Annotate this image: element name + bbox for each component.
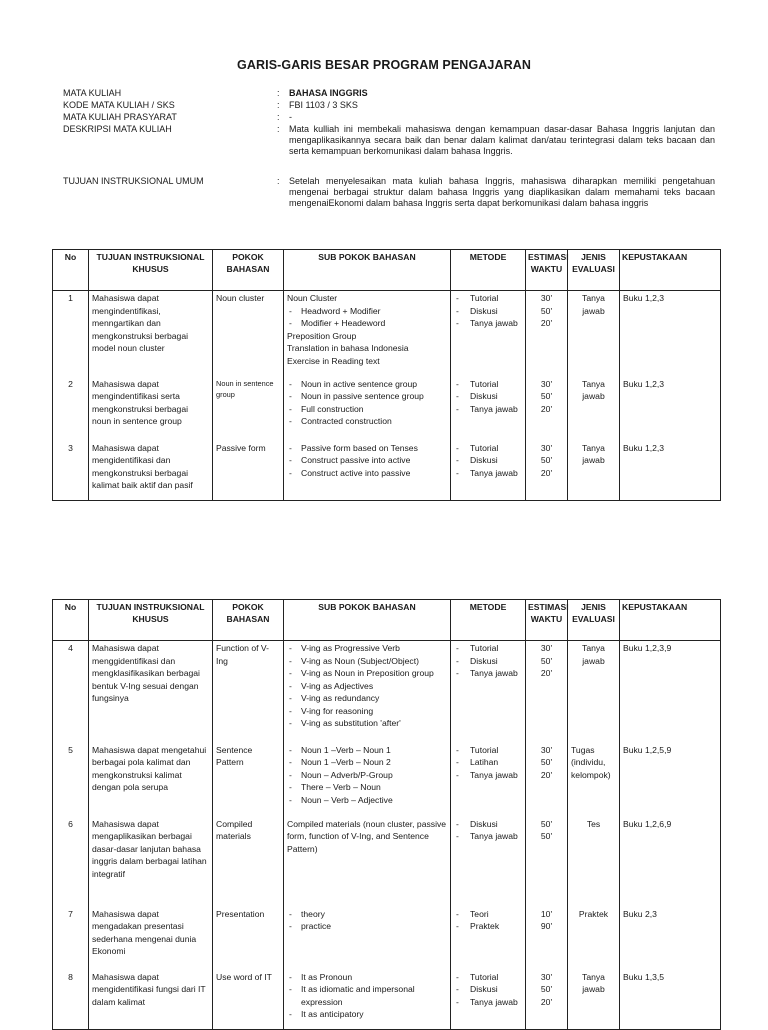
cell-estimasi bbox=[526, 641, 568, 743]
bullet-list bbox=[287, 717, 447, 730]
cell-no: 5 bbox=[53, 743, 89, 817]
cell-tujuan: Mahasiswa dapat menggidentifikasi dan mengklasifikasikan berbagai bentuk V-Ing sesuai dengan fungsinya bbox=[89, 641, 213, 743]
bullet-list bbox=[287, 920, 447, 933]
metode-list bbox=[454, 442, 522, 480]
header-kepustakaan: KEPUSTAKAAN bbox=[620, 600, 721, 641]
cell-pokok: Compiled materials bbox=[213, 817, 284, 907]
waktu-item: 20' bbox=[540, 318, 553, 328]
metode-item: - Tutorial bbox=[454, 642, 522, 655]
sub-pokok-item: - Noun – Adverb/P-Group bbox=[287, 769, 447, 782]
header-pokok: POKOK BAHASAN bbox=[213, 600, 284, 641]
sub-pokok-item: - Noun 1 –Verb – Noun 1 bbox=[287, 744, 447, 757]
info-value: BAHASA INGGRIS bbox=[289, 88, 368, 98]
cell-jenis-evaluasi: Praktek bbox=[568, 907, 620, 970]
cell-estimasi bbox=[526, 907, 568, 970]
info-label: DESKRIPSI MATA KULIAH bbox=[63, 124, 172, 134]
bullet-list bbox=[287, 692, 447, 705]
bullet-list bbox=[287, 1008, 447, 1021]
bullet-list bbox=[287, 781, 447, 794]
sub-pokok-item: - It as anticipatory bbox=[287, 1008, 447, 1021]
cell-pokok: Presentation bbox=[213, 907, 284, 970]
cell-sub-pokok bbox=[284, 441, 451, 501]
sub-pokok-item: - Noun in passive sentence group bbox=[287, 390, 447, 403]
metode-item: - Tutorial bbox=[454, 442, 522, 455]
waktu-item: 10' bbox=[540, 908, 553, 919]
table-row bbox=[53, 441, 721, 501]
table-row bbox=[53, 743, 721, 817]
cell-estimasi bbox=[526, 970, 568, 1030]
cell-jenis-evaluasi: Tanya jawab bbox=[568, 970, 620, 1030]
info-value: Mata kulliah ini membekali mahasiswa dengan kemampuan dasar-dasar Bahasa Inggris lanjutan dan mengaplikasikannya secara baik dan benar dalam kalimat dan/atau terintegrasi dalam teks bacaan dan serta kemampuan berkomunikasi dalam bahasa Inggris. bbox=[289, 124, 715, 156]
bullet-list bbox=[287, 467, 447, 480]
cell-kepustakaan: Buku 1,2,3 bbox=[620, 441, 721, 501]
info-label: MATA KULIAH PRASYARAT bbox=[63, 112, 177, 122]
cell-estimasi bbox=[526, 377, 568, 441]
bullet-list bbox=[287, 908, 447, 921]
info-colon: : bbox=[277, 112, 280, 122]
header-no: No bbox=[53, 600, 89, 641]
metode-item: - Tanya jawab bbox=[454, 769, 522, 782]
cell-pokok: Noun cluster bbox=[213, 291, 284, 377]
cell-kepustakaan: Buku 1,2,3 bbox=[620, 291, 721, 377]
cell-metode bbox=[451, 817, 526, 907]
metode-item: - Praktek bbox=[454, 920, 522, 933]
sub-pokok-item: - V-ing for reasoning bbox=[287, 705, 447, 718]
info-label: KODE MATA KULIAH / SKS bbox=[63, 100, 175, 110]
info-value: FBI 1103 / 3 SKS bbox=[289, 100, 358, 110]
cell-estimasi bbox=[526, 743, 568, 817]
header-jenis-evaluasi: JENIS EVALUASI bbox=[568, 600, 620, 641]
header-tujuan: TUJUAN INSTRUKSIONAL KHUSUS bbox=[89, 250, 213, 291]
metode-item: - Diskusi bbox=[454, 305, 522, 318]
info-label: TUJUAN INSTRUKSIONAL UMUM bbox=[63, 176, 204, 186]
sub-pokok-item: - Construct active into passive bbox=[287, 467, 447, 480]
cell-metode bbox=[451, 641, 526, 743]
cell-estimasi bbox=[526, 817, 568, 907]
bullet-list bbox=[287, 655, 447, 668]
metode-item: - Tutorial bbox=[454, 378, 522, 391]
sub-pokok-item: - V-ing as Noun in Preposition group bbox=[287, 667, 447, 680]
metode-list bbox=[454, 744, 522, 782]
info-colon: : bbox=[277, 176, 280, 186]
waktu-item: 30' bbox=[540, 643, 553, 653]
waktu-item: 50' bbox=[540, 831, 553, 841]
syllabus-table-2 bbox=[52, 599, 721, 1030]
metode-item: - Tanya jawab bbox=[454, 317, 522, 330]
metode-list bbox=[454, 818, 522, 843]
cell-metode bbox=[451, 377, 526, 441]
bullet-list bbox=[287, 415, 447, 428]
cell-pokok: Sentence Pattern bbox=[213, 743, 284, 817]
metode-item: - Tanya jawab bbox=[454, 996, 522, 1009]
sub-pokok-item: Noun Cluster bbox=[287, 293, 338, 303]
bullet-list bbox=[287, 442, 447, 455]
table-header bbox=[53, 600, 721, 641]
metode-item: - Diskusi bbox=[454, 655, 522, 668]
cell-estimasi bbox=[526, 291, 568, 377]
waktu-item: 50' bbox=[540, 757, 553, 767]
waktu-item: 50' bbox=[540, 984, 553, 994]
waktu-item: 20' bbox=[540, 769, 553, 780]
sub-pokok-item: - V-ing as substitution 'after' bbox=[287, 717, 447, 730]
cell-metode bbox=[451, 441, 526, 501]
metode-item: - Diskusi bbox=[454, 390, 522, 403]
waktu-item: 20' bbox=[540, 467, 553, 478]
metode-item: - Tutorial bbox=[454, 292, 522, 305]
info-label: MATA KULIAH bbox=[63, 88, 122, 98]
bullet-list bbox=[287, 642, 447, 655]
header-row bbox=[53, 250, 721, 291]
metode-list bbox=[454, 378, 522, 416]
info-colon: : bbox=[277, 100, 280, 110]
metode-item: - Tanya jawab bbox=[454, 403, 522, 416]
cell-metode bbox=[451, 970, 526, 1030]
header-metode: METODE bbox=[451, 600, 526, 641]
bullet-list bbox=[287, 744, 447, 757]
cell-kepustakaan: Buku 1,2,3 bbox=[620, 377, 721, 441]
cell-no: 6 bbox=[53, 817, 89, 907]
cell-kepustakaan: Buku 1,3,5 bbox=[620, 970, 721, 1030]
cell-kepustakaan: Buku 1,2,6,9 bbox=[620, 817, 721, 907]
table-header bbox=[53, 250, 721, 291]
cell-tujuan: Mahasiswa dapat mengaplikasikan berbagai dasar-dasar lanjutan bahasa inggris dalam berbagai latihan integratif bbox=[89, 817, 213, 907]
sub-pokok-item: Translation in bahasa Indonesia bbox=[287, 343, 409, 353]
waktu-item: 50' bbox=[540, 655, 553, 666]
bullet-list bbox=[287, 705, 447, 718]
cell-no: 1 bbox=[53, 291, 89, 377]
cell-tujuan: Mahasiswa dapat mengadakan presentasi sederhana mengenai dunia Ekonomi bbox=[89, 907, 213, 970]
sub-pokok-item: - Noun 1 –Verb – Noun 2 bbox=[287, 756, 447, 769]
cell-no: 2 bbox=[53, 377, 89, 441]
sub-pokok-item: - V-ing as Progressive Verb bbox=[287, 642, 447, 655]
cell-kepustakaan: Buku 1,2,3,9 bbox=[620, 641, 721, 743]
bullet-list bbox=[287, 769, 447, 782]
cell-sub-pokok bbox=[284, 291, 451, 377]
header-no: No bbox=[53, 250, 89, 291]
metode-list bbox=[454, 908, 522, 933]
cell-jenis-evaluasi: Tanya jawab bbox=[568, 291, 620, 377]
table-row bbox=[53, 377, 721, 441]
table-body bbox=[53, 641, 721, 1030]
sub-pokok-item: - It as idiomatic and impersonal expression bbox=[287, 983, 447, 1008]
sub-pokok-item: - V-ing as redundancy bbox=[287, 692, 447, 705]
sub-pokok-item: - There – Verb – Noun bbox=[287, 781, 447, 794]
cell-tujuan: Mahasiswa dapat mengindentifikasi serta mengkonstruksi berbagai noun in sentence group bbox=[89, 377, 213, 441]
cell-tujuan: Mahasiswa dapat mengidentifikasi dan mengkonstruksi berbagai kalimat baik aktif dan pasif bbox=[89, 441, 213, 501]
sub-pokok-item: - Headword + Modifier bbox=[287, 305, 447, 318]
header-jenis-evaluasi: JENIS EVALUASI bbox=[568, 250, 620, 291]
cell-no: 4 bbox=[53, 641, 89, 743]
waktu-item: 20' bbox=[540, 996, 553, 1007]
cell-jenis-evaluasi: Tanya jawab bbox=[568, 641, 620, 743]
cell-sub-pokok bbox=[284, 817, 451, 907]
cell-sub-pokok bbox=[284, 641, 451, 743]
table-row bbox=[53, 970, 721, 1030]
header-sub-pokok: SUB POKOK BAHASAN bbox=[284, 250, 451, 291]
cell-pokok: Passive form bbox=[213, 441, 284, 501]
cell-tujuan: Mahasiswa dapat mengetahui berbagai pola kalimat dan mengkonstruksi kalimat dengan pola serupa bbox=[89, 743, 213, 817]
sub-pokok-item: - V-ing as Noun (Subject/Object) bbox=[287, 655, 447, 668]
table-body bbox=[53, 291, 721, 501]
metode-list bbox=[454, 971, 522, 1009]
header-tujuan: TUJUAN INSTRUKSIONAL KHUSUS bbox=[89, 600, 213, 641]
cell-pokok: Noun in sentence group bbox=[213, 377, 284, 441]
sub-pokok-item: - Construct passive into active bbox=[287, 454, 447, 467]
sub-pokok-item: - Full construction bbox=[287, 403, 447, 416]
info-value: - bbox=[289, 112, 292, 122]
metode-item: - Tanya jawab bbox=[454, 667, 522, 680]
metode-item: - Diskusi bbox=[454, 983, 522, 996]
bullet-list bbox=[287, 756, 447, 769]
cell-jenis-evaluasi: Tanya jawab bbox=[568, 441, 620, 501]
sub-pokok-item: - Noun – Verb – Adjective bbox=[287, 794, 447, 807]
cell-metode bbox=[451, 291, 526, 377]
sub-pokok-item: - Contracted construction bbox=[287, 415, 447, 428]
cell-pokok: Function of V-Ing bbox=[213, 641, 284, 743]
waktu-item: 50' bbox=[540, 818, 553, 829]
cell-estimasi bbox=[526, 441, 568, 501]
cell-sub-pokok bbox=[284, 743, 451, 817]
bullet-list bbox=[287, 667, 447, 680]
info-colon: : bbox=[277, 124, 280, 134]
waktu-item: 20' bbox=[540, 668, 553, 678]
bullet-list bbox=[287, 403, 447, 416]
waktu-item: 30' bbox=[540, 442, 553, 453]
metode-item: - Tanya jawab bbox=[454, 830, 522, 843]
bullet-list bbox=[287, 305, 447, 318]
bullet-list bbox=[287, 317, 447, 330]
table-row bbox=[53, 817, 721, 907]
info-value: Setelah menyelesaikan mata kuliah bahasa Inggris, mahasiswa diharapkan memiliki pengetahuan mengenai berbagai struktur dalam bahasa Inggris yang diaplikasikan dalam memahami teks bacaan mengenaiEkonomi dalam bahasa Inggris serta dapat berkomunikasi dalam bahasa inggris bbox=[289, 176, 715, 208]
bullet-list bbox=[287, 390, 447, 403]
info-colon: : bbox=[277, 88, 280, 98]
cell-pokok: Use word of IT bbox=[213, 970, 284, 1030]
bullet-list bbox=[287, 794, 447, 807]
cell-metode bbox=[451, 743, 526, 817]
waktu-item: 30' bbox=[540, 293, 553, 303]
cell-jenis-evaluasi: Tes bbox=[568, 817, 620, 907]
metode-item: - Latihan bbox=[454, 756, 522, 769]
waktu-item: 50' bbox=[540, 455, 553, 465]
bullet-list bbox=[287, 983, 447, 1008]
waktu-item: 30' bbox=[540, 744, 553, 755]
header-kepustakaan: KEPUSTAKAAN bbox=[620, 250, 721, 291]
cell-no: 7 bbox=[53, 907, 89, 970]
metode-list bbox=[454, 292, 522, 330]
cell-no: 3 bbox=[53, 441, 89, 501]
metode-item: - Diskusi bbox=[454, 454, 522, 467]
waktu-item: 20' bbox=[540, 403, 553, 414]
header-estimasi: ESTIMASI WAKTU bbox=[526, 600, 568, 641]
table-row bbox=[53, 291, 721, 377]
waktu-item: 90' bbox=[540, 921, 553, 931]
sub-pokok-item: - Noun in active sentence group bbox=[287, 378, 447, 391]
metode-item: - Tutorial bbox=[454, 744, 522, 757]
sub-pokok-item: - Modifier + Headeword bbox=[287, 317, 447, 330]
sub-pokok-item: - V-ing as Adjectives bbox=[287, 680, 447, 693]
waktu-item: 30' bbox=[540, 971, 553, 982]
cell-kepustakaan: Buku 2,3 bbox=[620, 907, 721, 970]
sub-pokok-item: Preposition Group bbox=[287, 330, 357, 341]
metode-item: - Tanya jawab bbox=[454, 467, 522, 480]
sub-pokok-item: - theory bbox=[287, 908, 447, 921]
cell-sub-pokok bbox=[284, 907, 451, 970]
bullet-list bbox=[287, 680, 447, 693]
bullet-list bbox=[287, 454, 447, 467]
header-estimasi: ESTIMASI WAKTU bbox=[526, 250, 568, 291]
cell-no: 8 bbox=[53, 970, 89, 1030]
cell-tujuan: Mahasiswa dapat mengindentifikasi, menngartikan dan mengkonstruksi berbagai model noun cluster bbox=[89, 291, 213, 377]
header-row bbox=[53, 600, 721, 641]
sub-pokok-item: - practice bbox=[287, 920, 447, 933]
bullet-list bbox=[287, 971, 447, 984]
table-row bbox=[53, 907, 721, 970]
table-row bbox=[53, 641, 721, 743]
header-pokok: POKOK BAHASAN bbox=[213, 250, 284, 291]
metode-item: - Diskusi bbox=[454, 818, 522, 831]
cell-sub-pokok bbox=[284, 970, 451, 1030]
cell-jenis-evaluasi: Tanya jawab bbox=[568, 377, 620, 441]
syllabus-table-1 bbox=[52, 249, 721, 501]
document-title: GARIS-GARIS BESAR PROGRAM PENGAJARAN bbox=[237, 58, 531, 72]
header-metode: METODE bbox=[451, 250, 526, 291]
metode-list bbox=[454, 642, 522, 680]
bullet-list bbox=[287, 378, 447, 391]
cell-jenis-evaluasi: Tugas (individu, kelompok) bbox=[568, 743, 620, 817]
waktu-item: 30' bbox=[540, 378, 553, 389]
sub-pokok-item: Compiled materials (noun cluster, passive form, function of V-Ing, and Sentence Pattern) bbox=[287, 818, 447, 854]
sub-pokok-item: - It as Pronoun bbox=[287, 971, 447, 984]
waktu-item: 50' bbox=[540, 391, 553, 401]
sub-pokok-item: Exercise in Reading text bbox=[287, 355, 380, 366]
metode-item: - Tutorial bbox=[454, 971, 522, 984]
header-sub-pokok: SUB POKOK BAHASAN bbox=[284, 600, 451, 641]
metode-item: - Teori bbox=[454, 908, 522, 921]
waktu-item: 50' bbox=[540, 305, 553, 316]
cell-kepustakaan: Buku 1,2,5,9 bbox=[620, 743, 721, 817]
sub-pokok-item: - Passive form based on Tenses bbox=[287, 442, 447, 455]
cell-sub-pokok bbox=[284, 377, 451, 441]
cell-tujuan: Mahasiswa dapat mengidentifikasi fungsi dari IT dalam kalimat bbox=[89, 970, 213, 1030]
cell-metode bbox=[451, 907, 526, 970]
